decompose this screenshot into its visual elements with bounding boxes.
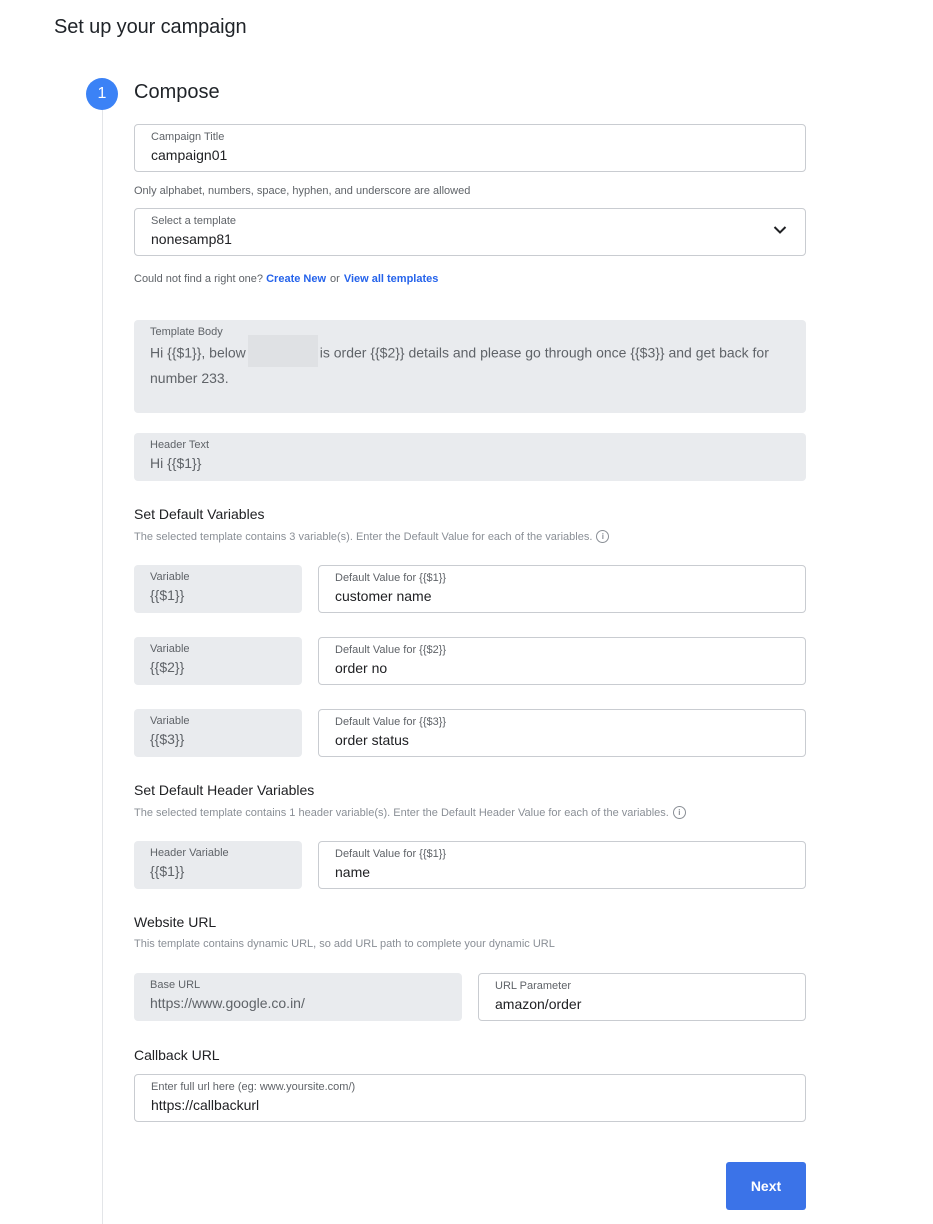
template-body-part1: Hi {{$1}}, below [150,344,246,361]
header-text-label: Header Text [150,439,210,451]
header-text-value: Hi {{$1}} [150,455,202,471]
template-body-text [150,341,790,389]
step-line [102,110,103,1224]
template-select-label: Select a template [151,215,236,227]
variable-value: {{$3}} [150,731,185,747]
default-value-input[interactable]: order no [335,660,388,676]
header-variable-label: Header Variable [150,847,229,859]
page-title: Set up your campaign [54,16,247,38]
base-url-label: Base URL [150,979,201,991]
header-text-field [134,433,806,481]
default-value-input[interactable]: order status [335,732,409,748]
template-body-part2: is order {{$2}} details and please go through once {{$3}} and get back for number 233. [150,344,769,386]
default-value-field[interactable] [318,709,806,757]
base-url-value: https://www.google.co.in/ [150,995,305,1011]
template-body-label: Template Body [150,326,223,338]
variable-label: Variable [150,643,190,655]
create-new-link[interactable]: Create New [266,273,327,285]
url-parameter-label: URL Parameter [495,980,572,992]
step-badge: 1 [86,78,118,110]
default-vars-desc-text: The selected template contains 3 variable(s). Enter the Default Value for each of the variables. [134,530,593,543]
header-default-value-field[interactable] [318,841,806,889]
default-value-field[interactable] [318,565,806,613]
callback-url-label: Enter full url here (eg: www.yoursite.com/) [151,1081,356,1093]
default-vars-title: Set Default Variables [134,506,265,522]
campaign-title-input[interactable]: campaign01 [151,147,228,163]
view-all-templates-link[interactable]: View all templates [343,273,439,285]
default-vars-desc [134,530,609,543]
redacted-block [248,335,318,367]
header-variable-value: {{$1}} [150,863,185,879]
template-hint-or: or [330,273,340,285]
header-default-value-label: Default Value for {{$1}} [335,848,447,860]
campaign-title-field[interactable] [134,124,806,172]
website-url-desc: This template contains dynamic URL, so add URL path to complete your dynamic URL [134,938,555,950]
url-parameter-field[interactable] [478,973,806,1021]
callback-url-input[interactable]: https://callbackurl [151,1097,260,1113]
chevron-down-icon[interactable] [773,225,787,235]
header-vars-desc [134,806,686,819]
campaign-title-hint: Only alphabet, numbers, space, hyphen, and underscore are allowed [134,185,471,197]
default-value-field[interactable] [318,637,806,685]
website-url-title: Website URL [134,914,217,930]
variable-field [134,565,302,613]
next-button[interactable]: Next [726,1162,806,1210]
variable-label: Variable [150,715,190,727]
variable-field [134,637,302,685]
header-vars-title: Set Default Header Variables [134,782,315,798]
callback-url-field[interactable] [134,1074,806,1122]
default-value-label: Default Value for {{$3}} [335,716,447,728]
variable-value: {{$2}} [150,659,185,675]
default-value-label: Default Value for {{$2}} [335,644,447,656]
header-default-value-input[interactable]: name [335,864,371,880]
header-variable-field [134,841,302,889]
template-hint [134,273,438,285]
variable-value: {{$1}} [150,587,185,603]
callback-url-title: Callback URL [134,1047,220,1063]
header-vars-desc-text: The selected template contains 1 header variable(s). Enter the Default Header Value for each of the variables. [134,806,669,819]
base-url-field [134,973,462,1021]
step-title: Compose [134,81,220,103]
default-value-input[interactable]: customer name [335,588,432,604]
template-select-value: nonesamp81 [151,231,232,247]
campaign-title-label: Campaign Title [151,131,225,143]
default-value-label: Default Value for {{$1}} [335,572,447,584]
variable-field [134,709,302,757]
info-icon[interactable]: i [596,530,609,543]
template-select[interactable] [134,208,806,256]
variable-label: Variable [150,571,190,583]
info-icon[interactable]: i [673,806,686,819]
url-parameter-input[interactable]: amazon/order [495,996,582,1012]
template-body-field [134,320,806,413]
template-hint-prefix: Could not find a right one? [134,273,264,285]
